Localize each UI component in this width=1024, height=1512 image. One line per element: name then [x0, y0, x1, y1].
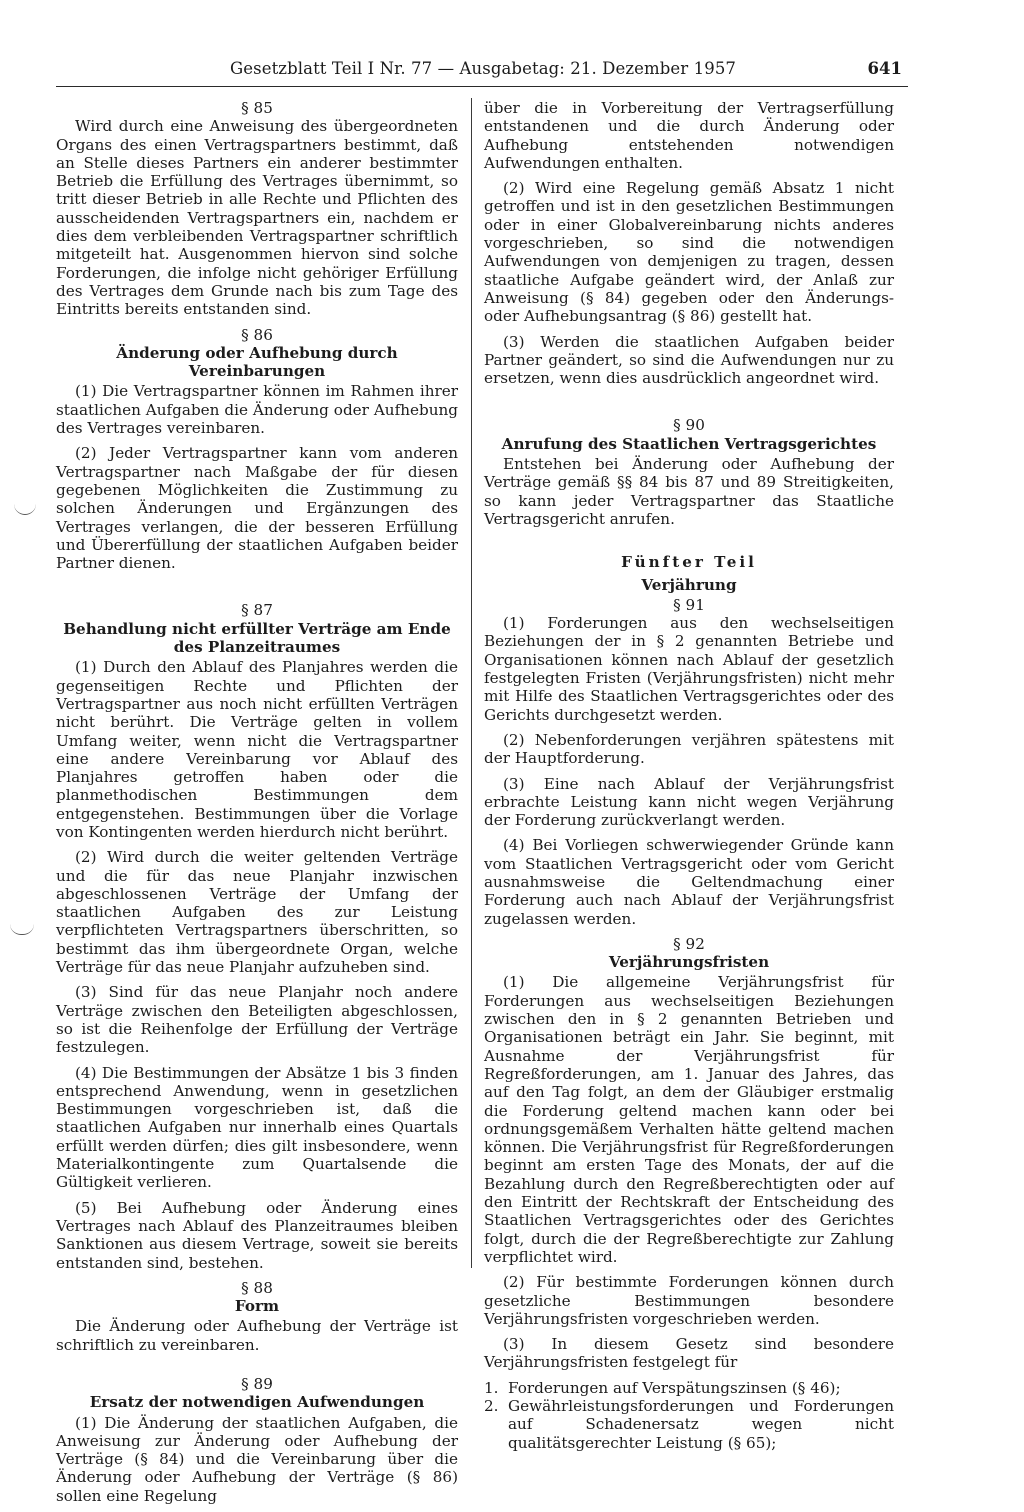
paragraph: (1) Die Änderung der staatlichen Aufgaben, die Anweisung zur Änderung oder Aufhebung der Verträge (§ 84) und die Vereinbarung über die Änderung oder Aufhebung der Verträge (§ 86) sollen eine Regelung — [56, 1413, 458, 1505]
page-number: 641 — [867, 59, 902, 78]
paragraph: Die Änderung oder Aufhebung der Verträge ist schriftlich zu vereinbaren. — [56, 1317, 458, 1354]
section-title: Verjährungsfristen — [608, 953, 770, 972]
paragraph: (2) Jeder Vertragspartner kann vom anderen Vertragspartner nach Maßgabe der für diesen gegebenen Möglichkeiten die Zustimmung zu solchen Änderungen und Ergänzungen des Vertrages verlangen, die der besseren Erfüllung und Übererfüllung der staatlichen Aufgaben beider Partner dienen. — [56, 444, 458, 573]
right-column — [484, 99, 894, 1452]
section-number: § 91 — [673, 595, 705, 614]
paragraph: (1) Durch den Ablauf des Planjahres werden die gegenseitigen Rechte und Pflichten der Vertragspartner aus noch nicht erfüllten Verträgen nicht berührt. Die Verträge gelten in vollem Umfang weiter, wenn nicht die Vertragspartner eine andere Vereinbarung vor Ablauf des Planjahres getroffen haben oder die planmethodischen Bestimmungen dem entgegenstehen. Bestimmungen über die Vorlage von Kontingenten werden hierdurch nicht berührt. — [56, 658, 458, 841]
section-title: Änderung oder Aufhebung durch Vereinbarungen — [116, 343, 398, 381]
list-item — [484, 1397, 894, 1452]
section-number: § 85 — [241, 99, 273, 117]
paragraph: (3) Sind für das neue Planjahr noch andere Verträge zwischen den Beteiligten abgeschlossen, so ist die Reihenfolge der Erfüllung der Verträge festzulegen. — [56, 983, 458, 1057]
list-number: 2. — [484, 1397, 499, 1415]
paragraph: (1) Forderungen aus den wechselseitigen Beziehungen der in § 2 genannten Betriebe und Organisationen können nach Ablauf der gesetzlich festgelegten Fristen (Verjährungsfristen) nicht mehr mit Hilfe des Staatlichen Vertragsgerichtes oder des Gerichts durchgesetzt werden. — [484, 614, 894, 724]
section-title: Form — [234, 1297, 280, 1316]
paragraph: (4) Die Bestimmungen der Absätze 1 bis 3 finden entsprechend Anwendung, wenn in gesetzlichen Bestimmungen vorgeschrieben ist, daß die staatlichen Aufgaben nur innerhalb eines Quartals erfüllt werden dürfen; dies gilt insbesondere, wenn Materialkontingente zum Quartalsende die Gültigkeit verlieren. — [56, 1063, 458, 1192]
part-title: Verjährung — [641, 575, 737, 594]
paragraph: (3) Werden die staatlichen Aufgaben beider Partner geändert, so sind die Aufwendungen nur zu ersetzen, wenn dies ausdrücklich angeordnet wird. — [484, 332, 894, 388]
left-column — [56, 99, 458, 1512]
paragraph: (4) Bei Vorliegen schwerwiegender Gründe kann vom Staatlichen Vertragsgericht oder vom Gericht ausnahmsweise die Geltendmachung einer Forderung auch nach Ablauf der Verjährungsfrist zugelassen werden. — [484, 836, 894, 928]
section-title: Anrufung des Staatlichen Vertragsgerichtes — [501, 434, 877, 453]
section-number: § 86 — [241, 325, 273, 344]
section-title: Ersatz der notwendigen Aufwendungen — [89, 1393, 425, 1412]
list-text: Forderungen auf Verspätungszinsen (§ 46); — [508, 1378, 841, 1397]
list-text: Gewährleistungsforderungen und Forderungen auf Schadenersatz wegen nicht qualitätsgerechter Leistung (§ 65); — [508, 1397, 894, 1452]
list-item — [484, 1379, 894, 1397]
page-header — [56, 56, 908, 87]
section-number: § 88 — [241, 1278, 273, 1297]
paragraph: Wird durch eine Anweisung des übergeordneten Organs des einen Vertragspartners bestimmt, daß an Stelle dieses Partners ein anderer bestimmter Betrieb die Erfüllung des Vertrages übernimmt, so tritt dieser Betrieb in alle Rechte und Pflichten des ausscheidenden Vertragspartners ein, nachdem er dies dem verbleibenden Vertragspartner schriftlich mitgeteilt hat. Ausgenommen hiervon sind solche Forderungen, die infolge nicht gehöriger Erfüllung des Vertrages dem Grunde nach bis zum Tage des Eintritts bereits entstanden sind. — [56, 117, 458, 319]
part-label: Fünfter Teil — [621, 553, 757, 572]
paragraph: Entstehen bei Änderung oder Aufhebung der Verträge gemäß §§ 84 bis 87 und 89 Streitigkeiten, so kann jeder Vertragspartner das Staatliche Vertragsgericht anrufen. — [484, 455, 894, 528]
column-divider — [471, 98, 472, 1268]
margin-mark — [14, 504, 36, 515]
paragraph: (2) Nebenforderungen verjähren spätestens mit der Hauptforderung. — [484, 730, 894, 768]
list-number: 1. — [484, 1378, 499, 1397]
paragraph: (5) Bei Aufhebung oder Änderung eines Vertrages nach Ablauf des Planzeitraumes bleiben Sanktionen aus diesem Vertrage, soweit sie bereits entstanden sind, bestehen. — [56, 1198, 458, 1272]
paragraph: (2) Für bestimmte Forderungen können durch gesetzliche Bestimmungen besondere Verjährungsfristen vorgeschrieben werden. — [484, 1273, 894, 1328]
section-number: § 90 — [673, 416, 705, 435]
page-header-title: Gesetzblatt Teil I Nr. 77 — Ausgabetag: 21. Dezember 1957 — [230, 59, 737, 78]
paragraph: über die in Vorbereitung der Vertragserfüllung entstandenen und die durch Änderung oder Aufhebung entstehenden notwendigen Aufwendungen enthalten. — [484, 99, 894, 172]
paragraph: (3) In diesem Gesetz sind besondere Verjährungsfristen festgelegt für — [484, 1335, 894, 1372]
paragraph: (2) Wird eine Regelung gemäß Absatz 1 nicht getroffen und ist in den gesetzlichen Bestimmungen oder in einer Globalvereinbarung nichts anderes vorgeschrieben, so sind die notwendigen Aufwendungen von demjenigen zu tragen, dessen staatliche Aufgabe geändert wird, der Anlaß zur Anweisung (§ 84) gegeben oder den Änderungs- oder Aufhebungsantrag (§ 86) gestellt hat. — [484, 179, 894, 326]
section-number: § 92 — [673, 934, 705, 953]
section-title: Behandlung nicht erfüllter Verträge am Ende des Planzeitraumes — [63, 619, 451, 657]
section-number: § 89 — [241, 1375, 273, 1393]
paragraph: (2) Wird durch die weiter geltenden Verträge und die für das neue Planjahr inzwischen abgeschlossenen Verträge der Umfang der staatlichen Aufgaben des zur Leistung verpflichteten Vertragspartners überschritten, so bestimmt das ihm übergeordnete Organ, welche Verträge für das neue Planjahr aufzuheben sind. — [56, 848, 458, 977]
paragraph: (1) Die allgemeine Verjährungsfrist für Forderungen aus wechselseitigen Beziehungen zwischen den in § 2 genannten Betrieben und Organisationen beträgt ein Jahr. Sie beginnt, mit Ausnahme der Verjährungsfrist für Regreßforderungen, am 1. Januar des Jahres, das auf den Tag folgt, an dem der Gläubiger erstmalig die Forderung geltend machen kann oder bei ordnungsgemäßem Verhalten hätte geltend machen können. Die Verjährungsfrist für Regreßforderungen beginnt am ersten Tage des Monats, der auf die Bezahlung durch den Regreßberechtigten oder auf den Eintritt der Rechtskraft der Entscheidung des Staatlichen Vertragsgerichtes oder des Gerichtes folgt, durch die der Regreßberechtigte zur Zahlung verpflichtet wird. — [484, 973, 894, 1266]
paragraph: (1) Die Vertragspartner können im Rahmen ihrer staatlichen Aufgaben die Änderung oder Aufhebung des Vertrages vereinbaren. — [56, 382, 458, 438]
margin-mark — [10, 924, 34, 935]
paragraph: (3) Eine nach Ablauf der Verjährungsfrist erbrachte Leistung kann nicht wegen Verjährung der Forderung zurückverlangt werden. — [484, 774, 894, 830]
section-number: § 87 — [241, 601, 273, 620]
